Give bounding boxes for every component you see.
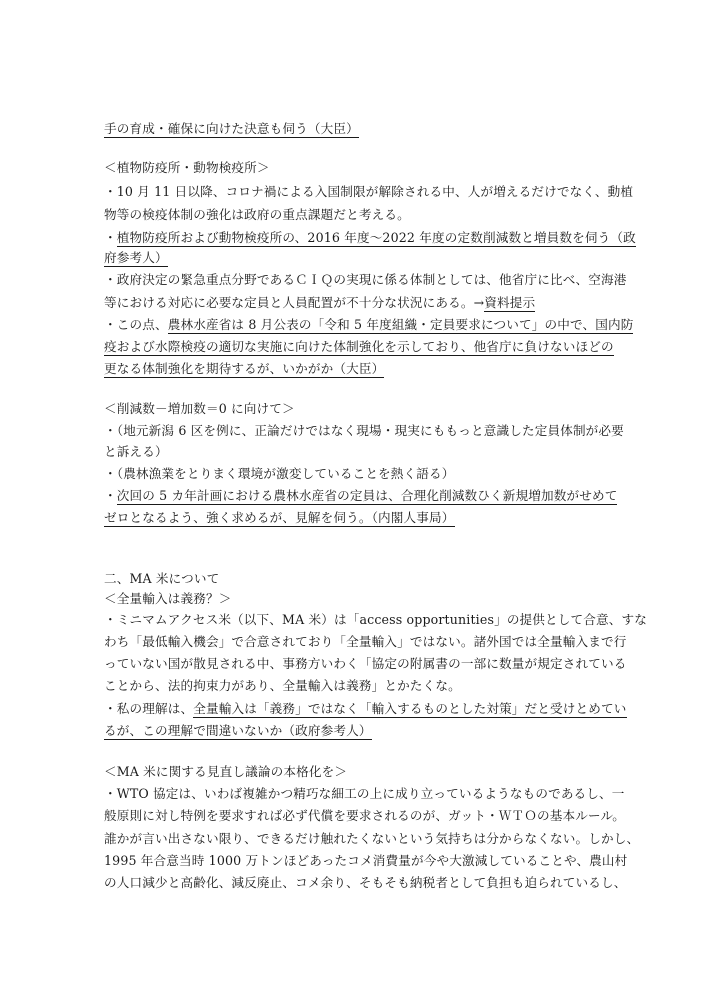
text-segment: ＜削減数－増加数＝0 に向けて＞: [104, 401, 295, 416]
text-line: [104, 853, 627, 869]
text-segment: 物等の検疫体制の強化は政府の重点課題だと考える。: [104, 207, 410, 222]
text-line: [104, 786, 625, 802]
text-line: [104, 875, 627, 891]
underlined-text: 農林水産省は 8 月公表の「令和 5 年度組織・定員要求について」の中で、国内防: [167, 317, 634, 332]
text-segment: ・WTO 協定は、いわば複雑かつ精巧な細工の上に成り立っているようなものであるし、一: [104, 786, 625, 801]
text-segment: ＜植物防疫所・動物検疫所＞: [104, 160, 270, 175]
text-line: [104, 831, 639, 847]
text-line: [104, 510, 455, 526]
text-line: [104, 591, 231, 607]
text-line: [104, 339, 614, 355]
text-line: [104, 656, 627, 672]
text-line: [104, 272, 627, 288]
text-segment: ・政府決定の緊急重点分野であるＣＩＱの実現に係る体制としては、他省庁に比べ、空海港: [104, 272, 627, 287]
text-segment: ・10 月 11 日以降、コロナ禍による入国制限が解除される中、人が増えるだけでなく、動植: [104, 184, 634, 199]
underlined-text: 府参考人）: [104, 250, 168, 265]
text-line: [104, 466, 455, 482]
text-line: [104, 121, 359, 137]
underlined-text: 手の育成・確保に向けた決意も伺う（大臣）: [104, 121, 359, 136]
underlined-text: 疫および水際検疫の適切な実施に向けた体制強化を示しており、他省庁に負けないほどの: [104, 339, 614, 354]
text-line: [104, 634, 627, 650]
text-line: [104, 423, 624, 439]
underlined-text: ゼロとなるよう、強く求めるが、見解を伺う。（内閣人事局）: [104, 510, 455, 525]
underlined-text: 資料提示: [484, 295, 536, 310]
text-segment: ・: [104, 488, 117, 503]
underlined-text: 植物防疫所および動物検疫所の、2016 年度～2022 年度の定数削減数と増員数を伺う（政: [116, 230, 636, 245]
underlined-text: 更なる体制強化を期待するが、いかがか（大臣）: [104, 361, 385, 376]
underlined-text: 全量輸入は「義務」ではなく「輸入するものとした対策」だと受けとめてい: [193, 701, 627, 716]
text-line: [104, 701, 627, 717]
text-line: [104, 317, 633, 333]
text-segment: ・（農林漁業をとりまく環境が激変していることを熱く語る）: [104, 466, 455, 481]
text-segment: ・この点、: [104, 317, 168, 332]
text-segment: 誰かが言い出さない限り、できるだけ触れたくないという気持ちは分からなくない。しかし、: [104, 831, 640, 846]
text-segment: わち「最低輸入機会」で合意されており「全量輸入」ではない。諸外国では全量輸入まで行: [104, 634, 627, 649]
text-line: [104, 207, 410, 223]
text-segment: ＜全量輸入は義務？＞: [104, 591, 232, 606]
text-segment: ・（地元新潟 6 区を例に、正論だけではなく現場・現実にももっと意識した定員体制が必要: [104, 423, 624, 438]
text-segment: ＜MA 米に関する見直し議論の本格化を＞: [104, 764, 348, 779]
text-line: [104, 612, 647, 628]
text-segment: 等における対応に必要な定員と人員配置が不十分な状況にある。→: [104, 295, 485, 310]
text-line: [104, 488, 617, 504]
text-segment: と訴える）: [104, 444, 168, 459]
text-line: [104, 361, 384, 377]
text-line: [104, 723, 372, 739]
underlined-text: るが、この理解で間違いないか（政府参考人）: [104, 723, 372, 738]
text-segment: っていない国が散見される中、事務方いわく「協定の附属書の一部に数量が規定されている: [104, 656, 627, 671]
text-line: [104, 678, 461, 694]
text-line: [104, 230, 636, 246]
text-segment: ・私の理解は、: [104, 701, 194, 716]
text-segment: ・ミニマムアクセス米（以下、MA 米）は「access opportunities」の提供として合意、すな: [104, 612, 647, 627]
text-line: [104, 184, 633, 200]
text-line: [104, 401, 295, 417]
text-line: [104, 764, 347, 780]
underlined-text: 次回の 5 カ年計画における農林水産省の定員は、合理化削減数ひく新規増加数がせめて: [116, 488, 618, 503]
text-segment: 般原則に対し特例を要求すれば必ず代償を要求されるのが、ガット・ＷＴＯの基本ルール。: [104, 808, 625, 823]
text-segment: の人口減少と高齢化、減反廃止、コメ余り、そもそも納税者として負担も迫られているし、: [104, 875, 627, 890]
text-line: [104, 295, 535, 311]
text-segment: 二、MA 米について: [104, 571, 220, 586]
text-line: [104, 250, 168, 266]
text-line: [104, 571, 219, 587]
text-segment: ・: [104, 230, 117, 245]
text-line: [104, 808, 625, 824]
text-segment: 1995 年合意当時 1000 万トンほどあったコメ消費量が今や大激減していることや、農山村: [104, 853, 628, 868]
text-line: [104, 160, 270, 176]
text-segment: ことから、法的拘束力があり、全量輸入は義務」とかたくな。: [104, 678, 461, 693]
text-line: [104, 444, 168, 460]
